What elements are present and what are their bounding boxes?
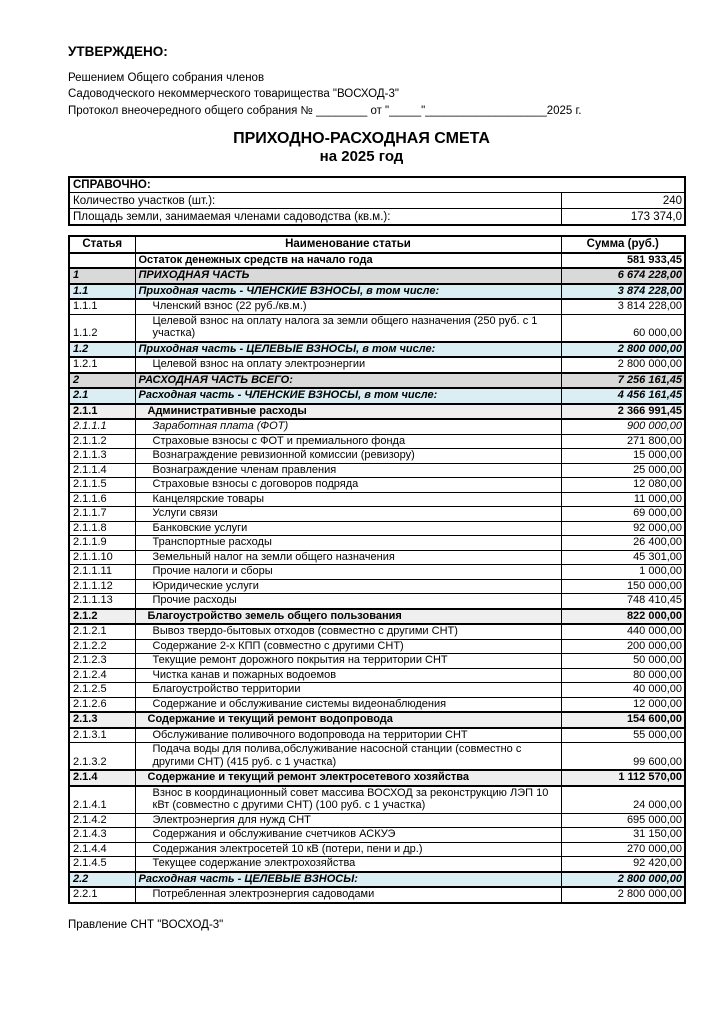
row-code: 1.1 [69, 284, 135, 300]
row-amount: 581 933,45 [561, 253, 685, 269]
table-row [69, 314, 685, 342]
row-code: 2.1.1.3 [69, 449, 135, 464]
table-row [69, 449, 685, 464]
row-amount: 822 000,00 [561, 609, 685, 625]
column-header-name: Наименование статьи [135, 236, 561, 253]
row-code: 2.1 [69, 388, 135, 404]
row-amount: 92 420,00 [561, 857, 685, 872]
row-amount: 3 874 228,00 [561, 284, 685, 300]
row-code: 1.2 [69, 342, 135, 358]
row-amount: 2 366 991,45 [561, 404, 685, 420]
row-name: Электроэнергия для нужд СНТ [135, 813, 561, 828]
row-amount: 24 000,00 [561, 786, 685, 814]
table-row [69, 419, 685, 434]
table-row [69, 521, 685, 536]
row-amount: 12 080,00 [561, 478, 685, 493]
reference-value: 173 374,0 [561, 209, 685, 225]
table-row [69, 434, 685, 449]
doc-subtitle: на 2025 год [319, 147, 404, 165]
table-row [69, 594, 685, 609]
row-amount: 7 256 161,45 [561, 373, 685, 389]
row-name: Благоустройство территории [135, 683, 561, 698]
row-code: 2.1.1.11 [69, 565, 135, 580]
row-code: 2.1.2.3 [69, 654, 135, 669]
row-amount: 900 000,00 [561, 419, 685, 434]
row-amount: 40 000,00 [561, 683, 685, 698]
row-name: Прочие расходы [135, 594, 561, 609]
row-code: 1.2.1 [69, 357, 135, 373]
row-code: 2.1.1.1 [69, 419, 135, 434]
row-code: 1.1.1 [69, 299, 135, 314]
column-header-amount: Сумма (руб.) [561, 236, 685, 253]
column-header-code: Статья [69, 236, 135, 253]
reference-table [68, 176, 686, 226]
table-row [69, 299, 685, 314]
row-amount: 15 000,00 [561, 449, 685, 464]
row-amount: 150 000,00 [561, 579, 685, 594]
row-amount: 4 456 161,45 [561, 388, 685, 404]
row-name: Вознаграждение ревизионной комиссии (ревизору) [135, 449, 561, 464]
row-amount: 154 600,00 [561, 712, 685, 728]
row-code: 1 [69, 268, 135, 284]
row-name: Прочие налоги и сборы [135, 565, 561, 580]
row-amount: 270 000,00 [561, 842, 685, 857]
table-row [69, 253, 685, 269]
row-name: Целевой взнос на оплату налога за земли общего назначения (250 руб. с 1 участка) [135, 314, 561, 342]
row-amount: 25 000,00 [561, 463, 685, 478]
row-code: 2.2.1 [69, 887, 135, 903]
reference-row [69, 193, 685, 209]
row-code: 2.1.1.5 [69, 478, 135, 493]
row-code: 2.1.4 [69, 770, 135, 786]
row-name: Вывоз твердо-бытовых отходов (совместно с другими СНТ) [135, 624, 561, 639]
table-row [69, 887, 685, 903]
table-row [69, 507, 685, 522]
table-row [69, 872, 685, 888]
row-code: 2.1.1.12 [69, 579, 135, 594]
row-name: Подача воды для полива,обслуживание насосной станции (совместно с другими СНТ) (415 руб. с 1 участка) [135, 743, 561, 771]
row-name: ПРИХОДНАЯ ЧАСТЬ [135, 268, 561, 284]
budget-table [68, 235, 686, 904]
row-amount: 1 112 570,00 [561, 770, 685, 786]
table-row [69, 268, 685, 284]
row-name: Банковские услуги [135, 521, 561, 536]
row-name: Взнос в координационный совет массива ВОСХОД за реконструкцию ЛЭП 10 кВт (совместно с другими СНТ) (100 руб. с 1 участка) [135, 786, 561, 814]
row-code: 2.1.1.9 [69, 536, 135, 551]
row-code: 2.1.4.5 [69, 857, 135, 872]
table-row [69, 624, 685, 639]
table-row [69, 728, 685, 743]
row-amount: 748 410,45 [561, 594, 685, 609]
row-name: Заработная плата (ФОТ) [135, 419, 561, 434]
row-code: 2.1.1.7 [69, 507, 135, 522]
row-code: 2 [69, 373, 135, 389]
row-name: Членский взнос (22 руб./кв.м.) [135, 299, 561, 314]
row-code: 2.1.1.2 [69, 434, 135, 449]
row-name: Приходная часть - ЦЕЛЕВЫЕ ВЗНОСЫ, в том числе: [135, 342, 561, 358]
table-row [69, 579, 685, 594]
table-row [69, 373, 685, 389]
row-code: 2.1.1 [69, 404, 135, 420]
row-amount: 440 000,00 [561, 624, 685, 639]
title-block [39, 129, 684, 166]
row-amount: 69 000,00 [561, 507, 685, 522]
row-code: 2.1.1.10 [69, 550, 135, 565]
row-amount: 1 000,00 [561, 565, 685, 580]
row-amount: 2 800 000,00 [561, 872, 685, 888]
row-amount: 99 600,00 [561, 743, 685, 771]
row-name: Содержание и обслуживание системы видеонаблюдения [135, 697, 561, 712]
row-name: Содержание и текущий ремонт электросетевого хозяйства [135, 770, 561, 786]
row-amount: 12 000,00 [561, 697, 685, 712]
row-code: 2.1.4.2 [69, 813, 135, 828]
row-name: Страховые взносы с ФОТ и премиального фонда [135, 434, 561, 449]
approval-block [68, 70, 684, 119]
approval-line-protocol: Протокол внеочередного общего собрания № ________ от "_____"___________________2025 г. [68, 104, 582, 117]
approval-line: Решением Общего собрания членов [68, 72, 265, 84]
row-name: РАСХОДНАЯ ЧАСТЬ ВСЕГО: [135, 373, 561, 389]
row-amount: 45 301,00 [561, 550, 685, 565]
row-name: Услуги связи [135, 507, 561, 522]
row-code: 2.1.1.4 [69, 463, 135, 478]
row-amount: 60 000,00 [561, 314, 685, 342]
row-code: 2.1.4.4 [69, 842, 135, 857]
row-name: Земельный налог на земли общего назначения [135, 550, 561, 565]
row-name: Потребленная электроэнергия садоводами [135, 887, 561, 903]
table-row [69, 857, 685, 872]
reference-row [69, 209, 685, 225]
row-amount: 6 674 228,00 [561, 268, 685, 284]
table-row [69, 654, 685, 669]
table-row [69, 492, 685, 507]
row-amount: 92 000,00 [561, 521, 685, 536]
row-amount: 695 000,00 [561, 813, 685, 828]
row-name: Содержание 2-х КПП (совместно с другими СНТ) [135, 639, 561, 654]
row-amount: 80 000,00 [561, 668, 685, 683]
reference-label: Площадь земли, занимаемая членами садоводства (кв.м.): [69, 209, 561, 225]
table-row [69, 463, 685, 478]
row-code: 2.1.2.6 [69, 697, 135, 712]
table-row [69, 357, 685, 373]
row-code: 1.1.2 [69, 314, 135, 342]
row-amount: 11 000,00 [561, 492, 685, 507]
table-row [69, 342, 685, 358]
row-code: 2.1.1.8 [69, 521, 135, 536]
row-name: Целевой взнос на оплату электроэнергии [135, 357, 561, 373]
table-row [69, 565, 685, 580]
table-row [69, 550, 685, 565]
row-code [69, 253, 135, 269]
table-row [69, 639, 685, 654]
row-amount: 55 000,00 [561, 728, 685, 743]
row-name: Транспортные расходы [135, 536, 561, 551]
table-row [69, 743, 685, 771]
footer-signature: Правление СНТ "ВОСХОД-3" [68, 918, 224, 931]
approved-heading: УТВЕРЖДЕНО: [68, 44, 168, 59]
table-row [69, 697, 685, 712]
table-row [69, 828, 685, 843]
row-name: Остаток денежных средств на начало года [135, 253, 561, 269]
row-name: Благоустройство земель общего пользования [135, 609, 561, 625]
row-name: Чистка канав и пожарных водоемов [135, 668, 561, 683]
table-row [69, 404, 685, 420]
row-name: Текущие ремонт дорожного покрытия на территории СНТ [135, 654, 561, 669]
row-name: Содержание и текущий ремонт водопровода [135, 712, 561, 728]
row-name: Содержания электросетей 10 кВ (потери, пени и др.) [135, 842, 561, 857]
row-amount: 50 000,00 [561, 654, 685, 669]
reference-header-row [69, 177, 685, 193]
row-name: Содержания и обслуживание счетчиков АСКУЭ [135, 828, 561, 843]
row-code: 2.1.4.3 [69, 828, 135, 843]
row-name: Страховые взносы с договоров подряда [135, 478, 561, 493]
row-code: 2.1.3.2 [69, 743, 135, 771]
table-row [69, 536, 685, 551]
row-amount: 200 000,00 [561, 639, 685, 654]
row-name: Юридические услуги [135, 579, 561, 594]
row-name: Расходная часть - ЧЛЕНСКИЕ ВЗНОСЫ, в том числе: [135, 388, 561, 404]
table-row [69, 786, 685, 814]
row-name: Административные расходы [135, 404, 561, 420]
row-code: 2.1.2 [69, 609, 135, 625]
reference-value: 240 [561, 193, 685, 209]
row-code: 2.1.2.2 [69, 639, 135, 654]
row-amount: 2 800 000,00 [561, 887, 685, 903]
table-row [69, 388, 685, 404]
row-name: Вознаграждение членам правления [135, 463, 561, 478]
reference-label: Количество участков (шт.): [69, 193, 561, 209]
row-code: 2.1.3 [69, 712, 135, 728]
row-name: Обслуживание поливочного водопровода на территории СНТ [135, 728, 561, 743]
row-amount: 271 800,00 [561, 434, 685, 449]
row-code: 2.1.2.4 [69, 668, 135, 683]
row-amount: 26 400,00 [561, 536, 685, 551]
approval-line: Садоводческого некоммерческого товарищества "ВОСХОД-3" [68, 88, 399, 101]
reference-table-header: СПРАВОЧНО: [69, 177, 685, 193]
row-code: 2.1.3.1 [69, 728, 135, 743]
row-amount: 31 150,00 [561, 828, 685, 843]
row-name: Расходная часть - ЦЕЛЕВЫЕ ВЗНОСЫ: [135, 872, 561, 888]
row-code: 2.2 [69, 872, 135, 888]
table-row [69, 609, 685, 625]
row-amount: 2 800 000,00 [561, 342, 685, 358]
table-row [69, 712, 685, 728]
row-code: 2.1.2.5 [69, 683, 135, 698]
row-name: Текущее содержание электрохозяйства [135, 857, 561, 872]
table-row [69, 668, 685, 683]
row-code: 2.1.1.6 [69, 492, 135, 507]
table-row [69, 842, 685, 857]
row-name: Канцелярские товары [135, 492, 561, 507]
row-code: 2.1.1.13 [69, 594, 135, 609]
budget-header-row [69, 236, 685, 253]
table-row [69, 284, 685, 300]
row-code: 2.1.4.1 [69, 786, 135, 814]
table-row [69, 770, 685, 786]
doc-title: ПРИХОДНО-РАСХОДНАЯ СМЕТА [233, 129, 490, 147]
row-code: 2.1.2.1 [69, 624, 135, 639]
table-row [69, 478, 685, 493]
row-amount: 2 800 000,00 [561, 357, 685, 373]
table-row [69, 813, 685, 828]
row-amount: 3 814 228,00 [561, 299, 685, 314]
table-row [69, 683, 685, 698]
row-name: Приходная часть - ЧЛЕНСКИЕ ВЗНОСЫ, в том числе: [135, 284, 561, 300]
